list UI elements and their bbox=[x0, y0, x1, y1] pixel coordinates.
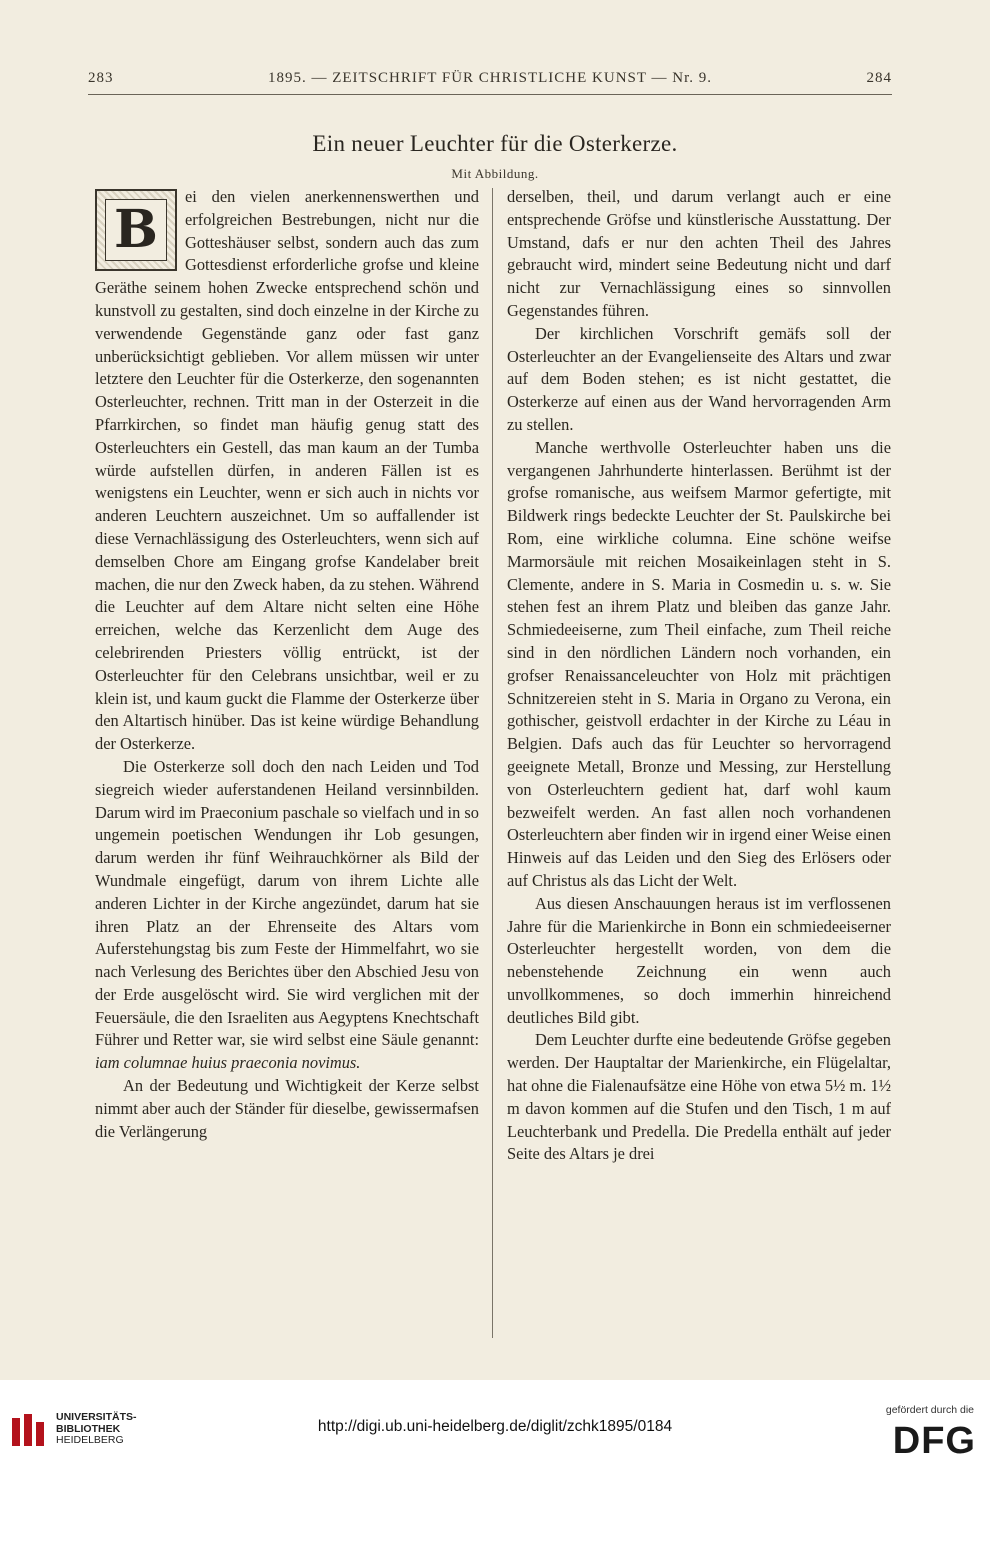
page-number-left: 283 bbox=[88, 70, 114, 86]
library-name-line: UNIVERSITÄTS- bbox=[56, 1411, 137, 1423]
paragraph-text: Die Osterkerze soll doch den nach Leiden und Tod siegreich wieder auferstandenen Heiland versinnbilden. Darum wird im Praeconium paschale so vielfach und in so ungemein poetischen Wendungen ihr Lob gesungen, darum werden ihr fünf Weihrauchkörner als Bild der Wundmale eingefügt, darum von ihrem Lichte alle anderen Lichter in der Kirche angezündet, darum hat sie ihren Platz an der Ehrenseite des Altars vom Auferstehungstag bis zum Feste der Himmelfahrt, wo sie nach Verlesung des Berichtes über den Abschied Jesu von der Erde ausgelöscht wird. Sie wird verglichen mit der Feuersäule, die den Israeliten aus Aegyptens Knechtschaft Führer und Retter war, sie wird selbst eine Säule genannt: bbox=[95, 756, 479, 1050]
funding-caption: gefördert durch die bbox=[885, 1404, 974, 1416]
library-name-line: HEIDELBERG bbox=[56, 1434, 124, 1446]
right-column bbox=[507, 186, 891, 1166]
permalink-url[interactable]: http://digi.ub.uni-heidelberg.de/diglit/zchk1895/0184 bbox=[317, 1418, 673, 1435]
article-title: Ein neuer Leuchter für die Osterkerze. bbox=[312, 131, 678, 156]
page-number-right: 284 bbox=[866, 70, 892, 86]
latin-quote: iam columnae huius praeconia novimus. bbox=[95, 1053, 361, 1073]
column-divider bbox=[492, 188, 493, 1338]
paragraph: ei den vielen anerkennenswerthen und erfolgreichen Bestrebungen, nicht nur die Gotteshäuser selbst, sondern auch das zum Gottesdienst erforderliche grofse und kleine Geräthe seinem hohen Zwecke entsprechend schön und kunstvoll zu gestalten, sind doch einzelne in der Kirche zu verwendende Gegenstände ganz oder fast ganz unberücksichtigt geblieben. Vor allem müssen wir unter letztere den Leuchter für die Osterkerze, den sogenannten Osterleuchter, rechnen. Tritt man in der Osterzeit in die Pfarrkirchen, so findet man häufig genug statt des Osterleuchters ein Gestell, das man kaum an der Tumba würde aufstellen dürfen, in anderen Fällen ist es wenigstens ein Leuchter, wenn er sich auch in nichts vor anderen Leuchtern auszeichnet. Um so auffallender ist diese Vernachlässigung des Osterleuchters, wenn sich auf demselben Chore am Eingang grofse Kandelaber breit machen, die nur den Zweck haben, da zu stehen. Während die Leuchter auf dem Altare nicht selten eine Höhe erreichen, welche das Kerzenlicht dem Auge des celebrirenden Priesters völlig entrückt, ist der Osterleuchter für den Celebrans unsichtbar, weil er zu klein ist, und kaum guckt die Flamme der Osterkerze über den Altartisch hinüber. Das ist keine würdige Behandlung der Osterkerze. bbox=[95, 187, 479, 754]
paragraph: Dem Leuchter durfte eine bedeutende Gröfse gegeben werden. Der Hauptaltar der Marienkirche, ein Flügelaltar, hat ohne die Fialenaufsätze eine Höhe von etwa 5½ m. 1½ m davon kommen auf die Stufen und den Tisch, 1 m auf Leuchterbank und Predella. Die Predella enthält auf jeder Seite des Altars je drei bbox=[507, 1030, 891, 1164]
paragraph bbox=[95, 756, 479, 1075]
paragraph: An der Bedeutung und Wichtigkeit der Kerze selbst nimmt aber auch der Ständer für dieselbe, gewissermafsen die Verlängerung bbox=[95, 1076, 479, 1141]
journal-title: 1895. — ZEITSCHRIFT FÜR CHRISTLICHE KUNST — Nr. 9. bbox=[267, 70, 713, 86]
library-name-line: BIBLIOTHEK bbox=[56, 1422, 121, 1435]
paragraph: derselben, theil, und darum verlangt auch er eine entsprechende Gröfse und künstlerische Ausstattung. Der Umstand, dafs er nur den achten Theil des Jahres gebraucht wird, mindert seine Bedeutung nicht und darf nicht zur Vernachlässigung eines so sinnvollen Gegenstandes führen. bbox=[507, 187, 891, 320]
initial-letter: B bbox=[105, 199, 167, 261]
header-rule bbox=[88, 94, 892, 95]
dfg-logo: DFG bbox=[892, 1420, 976, 1462]
digitization-footer bbox=[0, 1380, 990, 1557]
paragraph: Der kirchlichen Vorschrift gemäfs soll der Osterleuchter an der Evangelienseite des Altars und zwar auf dem Boden stehen; es ist nicht gestattet, die Osterkerze auf einen aus der Wand hervorragenden Arm zu stellen. bbox=[507, 323, 891, 434]
left-column bbox=[95, 186, 479, 1143]
paragraph: Aus diesen Anschauungen heraus ist im verflossenen Jahre für die Marienkirche in Bonn ein schmiedeeiserner Osterleuchter hergestellt worden, von dem die nebenstehende Zeichnung ein wenn auch unvollkommenes, so doch immerhin hinreichend deutliches Bild gibt. bbox=[507, 893, 891, 1027]
paragraph: Manche werthvolle Osterleuchter haben uns die vergangenen Jahrhunderte hinterlassen. Berühmt ist der grofse romanische, aus weifsem Marmor gefertigte, mit Bildwerk rings bedeckte Leuchter der St. Paulskirche bei Rom, eine wirkliche columna. Eine schöne weifse Marmorsäule mit reichen Mosaikeinlagen steht in S. Clemente, andere in S. Maria in Cosmedin u. s. w. Sie stehen fest an ihrem Platz und bleiben das ganze Jahr. Schmiedeeiserne, zum Theil einfache, zum Theil reiche sind in den nördlichen Ländern noch vorhanden, ein grofser Renaissanceleuchter von Holz mit prächtigen Schnitzereien steht in S. Maria in Organo zu Verona, ein gothischer, geistvoll erdachter in der Kirche zu Léau in Belgien. Dafs auch das für Leuchter so hervorragend geeignete Metall, Bronze und Messing, zur Herstellung von Osterleuchtern gedient hat, darf wohl kaum bezweifelt werden. An fast allen noch vorhandenen Osterleuchtern aber finden wir in irgend einer Weise einen Hinweis auf das Leiden und den Sieg des Erlösers oder auf Christus als das Licht der Welt. bbox=[507, 437, 891, 890]
article-subtitle: Mit Abbildung. bbox=[451, 166, 539, 181]
ornamental-initial bbox=[95, 189, 177, 271]
running-head bbox=[88, 70, 892, 87]
